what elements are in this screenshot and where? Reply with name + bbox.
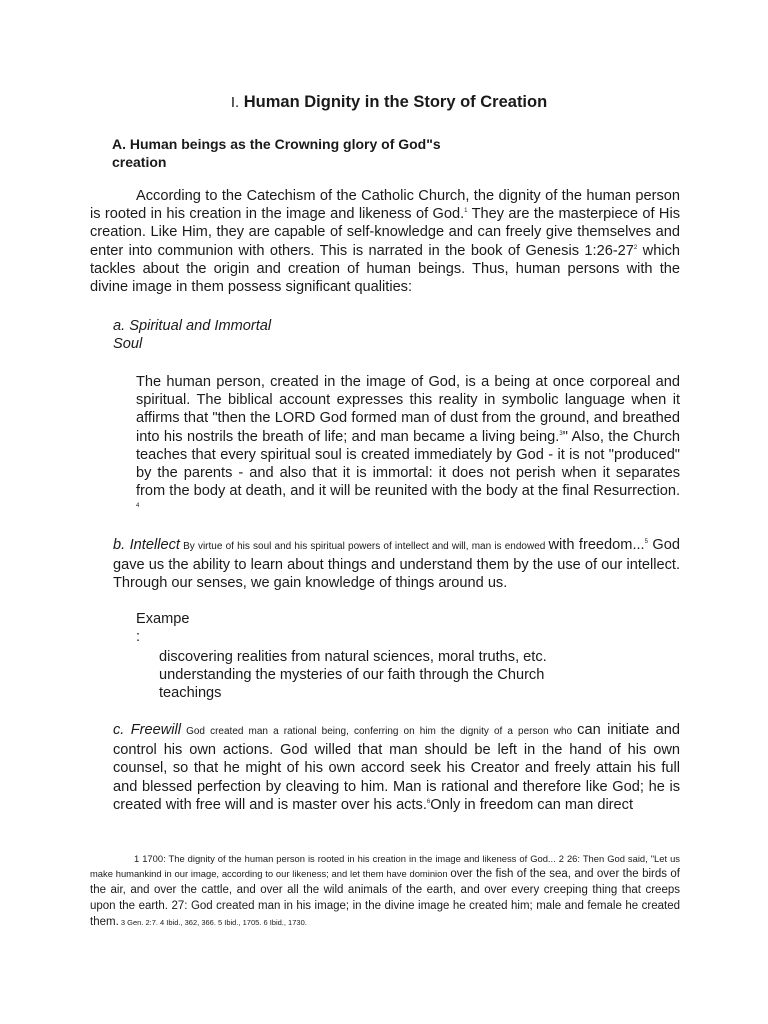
title-number: I. [230,94,240,111]
example-item: discovering realities from natural sciences, moral truths, etc. [159,649,547,665]
subheading-line-2: creation [112,154,167,170]
example-list [159,648,579,703]
footnote-text-3: 3 Gen. 2:7. 4 Ibid., 362, 366. 5 Ibid., 1705. 6 Ibid., 1730. [118,918,307,927]
section-c-text-1: can initiate and control his own actions. God willed that man should be left in the hand of his own counsel, so that he might of his own accord seek his Creator and freely attain his full and blessed perfection by cleaving to him. Man is rational and therefore like God; he is created with free will and is master over his acts. [113,722,680,813]
section-a-heading-line-2: Soul [113,336,143,353]
section-b-heading: b. Intellect [113,537,180,553]
section-c-text-2: Only in freedom can man direct [430,796,634,813]
section-c-heading: c. Freewill [113,722,181,738]
intro-text-2: They are the masterpiece of His creation. Like Him, they are capable of self-knowledge and can freely give themselves and enter into communion with others. This is narrated in the book of Genesis 1:26-27 [90,206,680,259]
intro-text-3: which tackles about the origin and creation of human beings. Thus, human persons with the divine image in them possess significant qualities: [90,242,680,296]
section-c-small-text: God created man a rational being, conferring on him the dignity of a person who [181,726,578,737]
footnote-marker-2: 2 [633,244,638,251]
footnote-marker-1: 1 [464,208,468,215]
section-c-paragraph [113,721,680,814]
footnotes [90,851,680,930]
title-text: Human Dignity in the Story of Creation [243,93,548,111]
example-label [136,610,216,646]
section-b-text-2: God gave us the ability to learn about things and understand them by the use of our intellect. Through our senses, we gain knowledge of things around us. [113,537,680,592]
example-label-line-1: Exampe [136,611,190,627]
example-item: understanding the mysteries of our faith through the Church teachings [159,667,545,702]
section-subheading [112,135,532,171]
footnote-text-2: over the fish of the sea, and over the birds of the air, and over the cattle, and over all the wild animals of the earth, and over every creeping thing that creeps upon the earth. 27: God created man in his image; in the divine image he created him; male and female he created them. [90,868,680,928]
subheading-line-1: A. Human beings as the Crowning glory of God"s [112,136,441,152]
example-label-line-2: : [136,629,141,646]
section-b-small-text: By virtue of his soul and his spiritual powers of intellect and will, man is endowed [179,541,549,552]
section-a-text-1: The human person, created in the image of God, is a being at once corporeal and spiritual. The biblical account expresses this reality in symbolic language when it affirms that "then the LORD God formed man of dust from the ground, and breathed into his nostrils the breath of life; and man became a living being. [136,374,680,445]
section-a-heading [113,317,313,353]
footnote-marker-3: 3 [559,430,563,437]
footnote-text-1: 1 1700: The dignity of the human person is rooted in his creation in the image and likeness of God... 2 26: Then God said, "Let us make humankind in our image, according to our likeness; and let them have dominion [90,853,680,879]
section-b-paragraph [113,536,680,593]
section-a-paragraph [136,373,680,519]
intro-text-1: According to the Catechism of the Catholic Church, the dignity of the human person is rooted in his creation in the image and likeness of God. [90,188,680,223]
section-b-text-1: with freedom... [548,537,645,553]
intro-paragraph [90,187,680,296]
page-title [0,93,768,112]
section-a-heading-line-1: a. Spiritual and Immortal [113,318,272,334]
section-a-text-2: " Also, the Church teaches that every spiritual soul is created immediately by God - it is not "produced" by the parents - and also that it is immortal: it does not perish when it separates from the body at death, and it will be reunited with the body at the final Resurrection. [136,428,680,500]
footnote-marker-4: 4 [136,503,140,510]
footnote-marker-6: 6 [426,798,431,805]
footnote-marker-5: 5 [644,539,648,546]
